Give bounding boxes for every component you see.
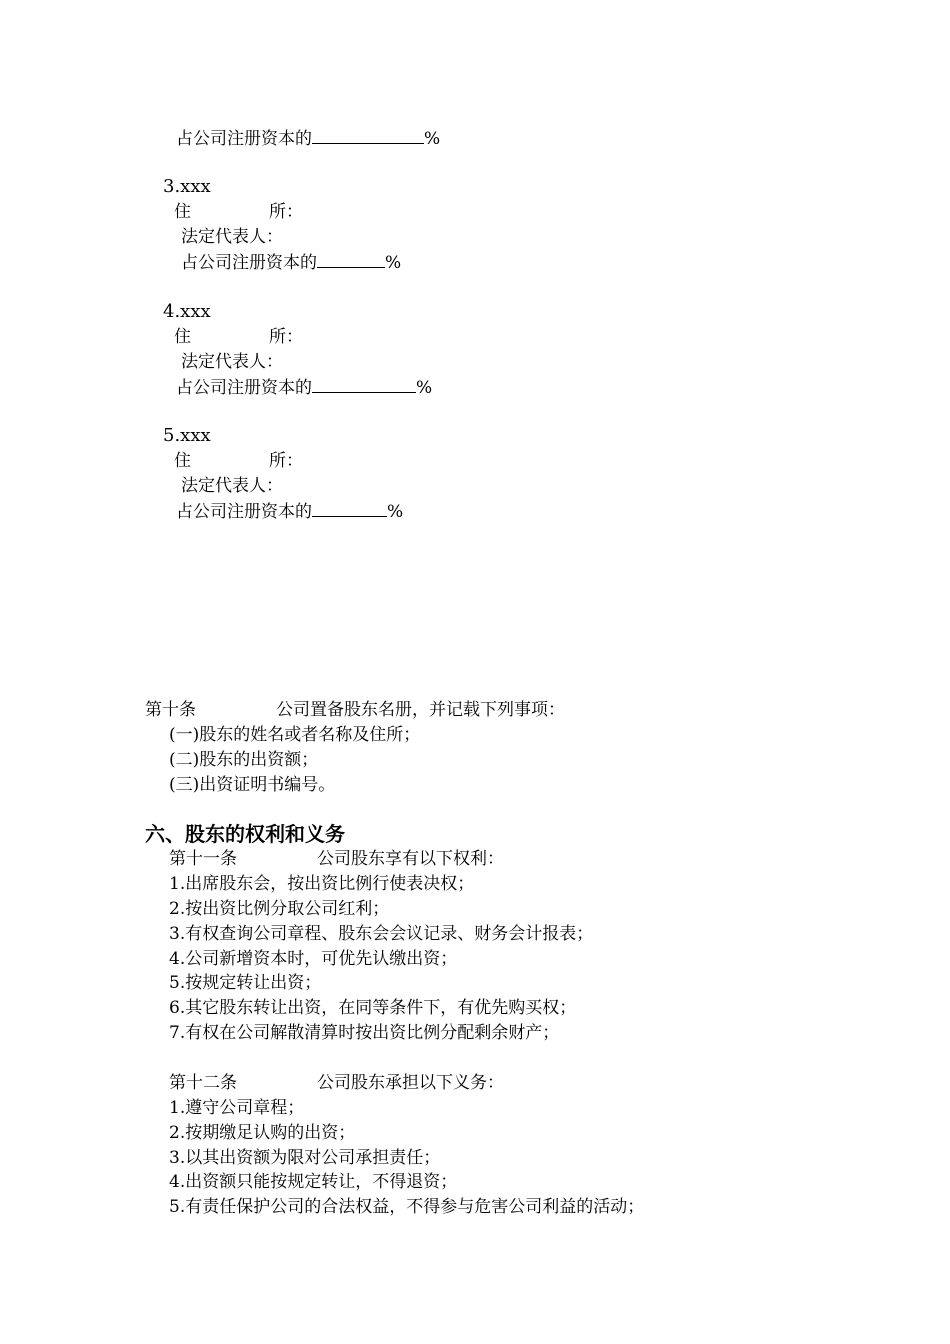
percent-sign: % [385,253,402,273]
ratio-blank [312,126,424,144]
list-item: 3.有权查询公司章程、股东会会议记录、财务会计报表； [169,924,594,944]
list-item: 5.按规定转让出资； [169,973,322,993]
percent-sign: % [424,129,441,149]
list-item: 4.出资额只能按规定转让，不得退资； [169,1172,458,1192]
list-item: (一)股东的姓名或者名称及住所； [169,725,421,745]
list-item: 7.有权在公司解散清算时按出资比例分配剩余财产； [169,1023,560,1043]
ratio-line-2 [176,126,440,151]
shareholder-number: 3.xxx [163,176,211,197]
ratio-prefix: 占公司注册资本的 [176,129,312,149]
address-line [174,200,303,224]
ratio-line [176,375,432,400]
percent-sign: % [387,502,404,522]
legal-rep-line: 法定代表人： [181,476,283,496]
article-label: 第十条 [145,700,196,720]
list-item: 2.按期缴足认购的出资； [169,1123,356,1143]
address-line [174,325,303,349]
list-item: (二)股东的出资额； [169,750,319,770]
legal-rep-line: 法定代表人： [181,352,283,372]
article-label: 第十二条 [169,1073,237,1093]
list-item: 1.遵守公司章程； [169,1098,305,1118]
shareholder-number: 4.xxx [163,301,211,322]
ratio-prefix: 占公司注册资本的 [176,502,312,522]
list-item: 3.以其出资额为限对公司承担责任； [169,1148,441,1168]
ratio-line [181,250,401,275]
ratio-blank [312,375,416,393]
address-label-2: 所： [269,202,303,222]
shareholder-number: 5.xxx [163,425,211,446]
list-item: 1.出席股东会，按出资比例行使表决权； [169,874,475,894]
article-text: 公司置备股东名册，并记载下列事项： [276,700,565,720]
article-12-heading [169,1071,504,1095]
ratio-line [176,499,403,524]
article-text: 公司股东享有以下权利： [317,849,504,869]
list-item: 5.有责任保护公司的合法权益，不得参与危害公司利益的活动； [169,1197,645,1217]
list-item: 2.按出资比例分取公司红利； [169,899,390,919]
list-item: (三)出资证明书编号。 [169,775,336,795]
percent-sign: % [416,378,433,398]
address-label-2: 所： [269,451,303,471]
list-item: 6.其它股东转让出资，在同等条件下，有优先购买权； [169,998,577,1018]
address-label-2: 所： [269,327,303,347]
address-label-1: 住 [174,202,191,222]
address-label-1: 住 [174,451,191,471]
article-11-heading [169,847,504,871]
article-label: 第十一条 [169,849,237,869]
ratio-prefix: 占公司注册资本的 [176,378,312,398]
ratio-prefix: 占公司注册资本的 [181,253,317,273]
article-10-heading [145,698,565,722]
address-line [174,449,303,473]
list-item: 4.公司新增资本时，可优先认缴出资； [169,949,458,969]
section-title: 六、股东的权利和义务 [145,822,345,846]
ratio-blank [317,250,385,268]
ratio-blank [312,499,387,517]
address-label-1: 住 [174,327,191,347]
legal-rep-line: 法定代表人： [181,227,283,247]
article-text: 公司股东承担以下义务： [317,1073,504,1093]
